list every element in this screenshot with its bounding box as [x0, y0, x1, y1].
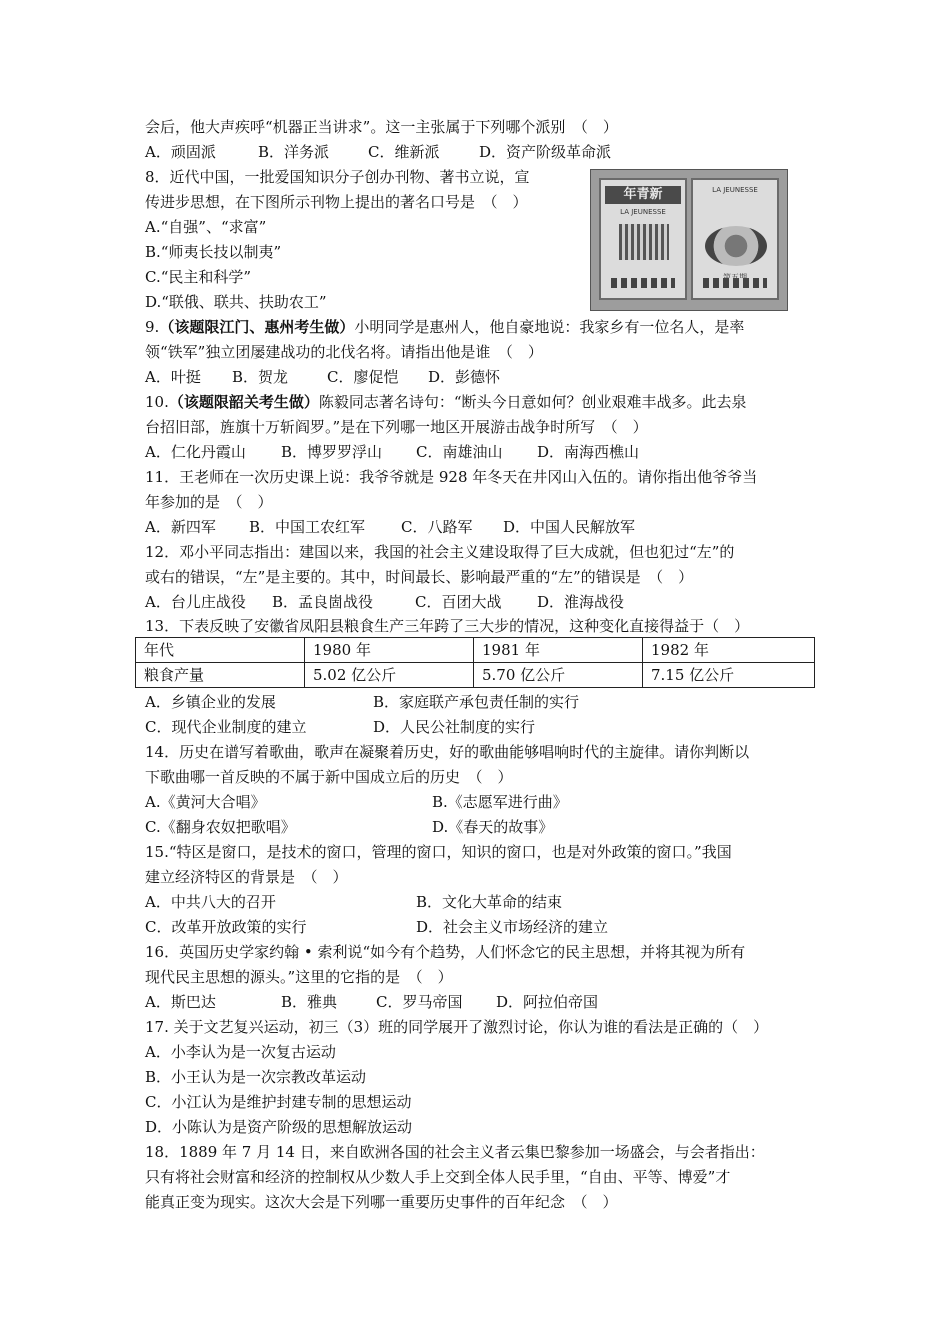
table-cell: 5.02 亿公斤	[305, 663, 474, 688]
q9-option-a: A．叶挺	[145, 368, 201, 386]
q17-option-a: A．小李认为是一次复古运动	[145, 1043, 336, 1061]
q9-stem-line2: 领“铁军”独立团屡建战功的北伐名将。请指出他是谁 （ ）	[145, 343, 543, 361]
q10-option-d: D．南海西樵山	[537, 443, 640, 461]
q16-option-d: D．阿拉伯帝国	[496, 993, 599, 1011]
q12-option-a: A．台儿庄战役	[145, 593, 246, 611]
q9-note: （该题限江门、惠州考生做）	[159, 318, 355, 336]
q11-option-a: A．新四军	[145, 518, 216, 536]
q10-stem-text: 陈毅同志著名诗句：“断头今日意如何？创业艰难丰战多。此去泉	[318, 393, 747, 411]
q15-option-d: D．社会主义市场经济的建立	[416, 918, 609, 936]
q16-option-b: B．雅典	[281, 993, 338, 1011]
q15-option-c: C．改革开放政策的实行	[145, 918, 307, 936]
q16-option-c: C．罗马帝国	[376, 993, 463, 1011]
q18-stem-line1: 18．1889 年 7 月 14 日，来自欧洲各国的社会主义者云集巴黎参加一场盛会，与会者指出：	[145, 1143, 765, 1161]
q9-number: 9.	[145, 318, 160, 336]
q9-option-c: C．廖促恺	[327, 368, 399, 386]
q14-option-d: D.《春天的故事》	[432, 818, 554, 836]
q17-stem: 17. 关于文艺复兴运动，初三（3）班的同学展开了激烈讨论，你认为谁的看法是正确的（ ）	[145, 1018, 769, 1036]
q17-option-d: D．小陈认为是资产阶级的思想解放运动	[145, 1118, 413, 1136]
q13-option-b: B．家庭联产承包责任制的实行	[373, 693, 580, 711]
table-header-cell: 1981 年	[474, 638, 643, 663]
q10-option-a: A．仁化丹霞山	[145, 443, 246, 461]
q7-option-d: D．资产阶级革命派	[479, 143, 612, 161]
q13-option-c: C．现代企业制度的建立	[145, 718, 307, 736]
magazine-right-title: LA JEUNESSE	[712, 186, 758, 194]
q8-stem-line2: 传进步思想，在下图所示刊物上提出的著名口号是 （ ）	[145, 193, 528, 211]
q9-option-d: D．彭德怀	[428, 368, 501, 386]
q14-stem-line2: 下歌曲哪一首反映的不属于新中国成立后的历史 （ ）	[145, 768, 513, 786]
q9-option-b: B．贺龙	[232, 368, 289, 386]
q18-stem-line2: 只有将社会财富和经济的控制权从少数人手上交到全体人民手里，“自由、平等、博爱”才	[145, 1168, 731, 1186]
q14-option-a: A.《黄河大合唱》	[145, 793, 266, 811]
table-header-row	[136, 638, 815, 663]
magazine-left-artwork	[619, 224, 669, 260]
q13-stem: 13．下表反映了安徽省凤阳县粮食生产三年跨了三大步的情况，这种变化直接得益于（ ）	[145, 617, 750, 635]
q10-stem-line2: 台招旧部，旌旗十万斩阎罗。”是在下列哪一地区开展游击战争时所写 （ ）	[145, 418, 648, 436]
q16-stem-line2: 现代民主思想的源头。”这里的它指的是 （ ）	[145, 968, 453, 986]
q11-stem-line1: 11．王老师在一次历史课上说：我爷爷就是 928 年冬天在井冈山入伍的。请你指出他爷爷当	[145, 468, 758, 486]
q7-stem-tail: 会后，他大声疾呼“机器正当讲求”。这一主张属于下列哪个派别 （ ）	[145, 118, 618, 136]
table-header-cell: 年代	[136, 638, 305, 663]
q8-option-a: A.“自强”、“求富”	[145, 218, 267, 236]
magazine-cover-photo	[590, 169, 788, 311]
table-cell: 5.70 亿公斤	[474, 663, 643, 688]
q13-option-d: D．人民公社制度的实行	[373, 718, 536, 736]
q11-option-d: D．中国人民解放军	[503, 518, 636, 536]
magazine-cover-left	[599, 178, 687, 300]
q8-option-b: B.“师夷长技以制夷”	[145, 243, 282, 261]
q9-stem-text: 小明同学是惠州人，他自豪地说：我家乡有一位名人，是率	[354, 318, 745, 336]
q10-stem-line1	[145, 392, 747, 412]
table-cell: 粮食产量	[136, 663, 305, 688]
q10-number: 10.	[145, 393, 169, 411]
q13-option-a: A．乡镇企业的发展	[145, 693, 276, 711]
q10-note: （该题限韶关考生做）	[168, 393, 319, 411]
magazine-left-footer	[611, 278, 675, 288]
q14-option-c: C.《翻身农奴把歌唱》	[145, 818, 296, 836]
q15-option-a: A．中共八大的召开	[145, 893, 276, 911]
table-row	[136, 663, 815, 688]
q10-option-c: C．南雄油山	[416, 443, 503, 461]
grain-output-table	[135, 637, 815, 688]
q17-option-c: C．小江认为是维护封建专制的思想运动	[145, 1093, 412, 1111]
q17-option-b: B．小王认为是一次宗教改革运动	[145, 1068, 367, 1086]
q16-stem-line1: 16．英国历史学家约翰 • 索利说“如今有个趋势，人们怀念它的民主思想，并将其视为所有	[145, 943, 746, 961]
q8-option-d: D.“联俄、联共、扶助农工”	[145, 293, 327, 311]
q16-option-a: A．斯巴达	[145, 993, 216, 1011]
q18-stem-line3: 能真正变为现实。这次大会是下列哪一重要历史事件的百年纪念 （ ）	[145, 1193, 618, 1211]
q11-stem-line2: 年参加的是 （ ）	[145, 493, 273, 511]
q12-option-b: B．孟良崮战役	[272, 593, 374, 611]
q14-stem-line1: 14．历史在谱写着歌曲，歌声在凝聚着历史，好的歌曲能够唱响时代的主旋律。请你判断以	[145, 743, 750, 761]
q12-option-c: C．百团大战	[415, 593, 502, 611]
q11-option-b: B．中国工农红军	[249, 518, 366, 536]
magazine-right-artwork	[705, 226, 767, 266]
magazine-left-title: 年青新	[605, 186, 681, 204]
q8-option-c: C.“民主和科学”	[145, 268, 252, 286]
table-header-cell: 1980 年	[305, 638, 474, 663]
magazine-cover-right	[691, 178, 779, 300]
q7-option-b: B．洋务派	[258, 143, 330, 161]
q8-stem-line1: 8．近代中国，一批爱国知识分子创办刊物、著书立说，宣	[145, 168, 530, 186]
magazine-left-subtitle: LA JEUNESSE	[620, 208, 666, 216]
q14-option-b: B.《志愿军进行曲》	[432, 793, 568, 811]
q12-stem-line1: 12．邓小平同志指出：建国以来，我国的社会主义建设取得了巨大成就，但也犯过“左”的	[145, 543, 735, 561]
q11-option-c: C．八路军	[401, 518, 473, 536]
q12-stem-line2: 或右的错误，“左”是主要的。其中，时间最长、影响最严重的“左”的错误是 （ ）	[145, 568, 694, 586]
q9-stem-line1	[145, 317, 744, 337]
q7-option-a: A．顽固派	[145, 143, 216, 161]
table-header-cell: 1982 年	[643, 638, 815, 663]
q10-option-b: B．博罗罗浮山	[281, 443, 383, 461]
q15-option-b: B．文化大革命的结束	[416, 893, 563, 911]
magazine-right-footer	[703, 278, 767, 288]
q12-option-d: D．淮海战役	[537, 593, 625, 611]
q15-stem-line1: 15.“特区是窗口，是技术的窗口，管理的窗口，知识的窗口，也是对外政策的窗口。”我国	[145, 843, 732, 861]
q15-stem-line2: 建立经济特区的背景是 （ ）	[145, 868, 348, 886]
q7-option-c: C．维新派	[368, 143, 440, 161]
table-cell: 7.15 亿公斤	[643, 663, 815, 688]
